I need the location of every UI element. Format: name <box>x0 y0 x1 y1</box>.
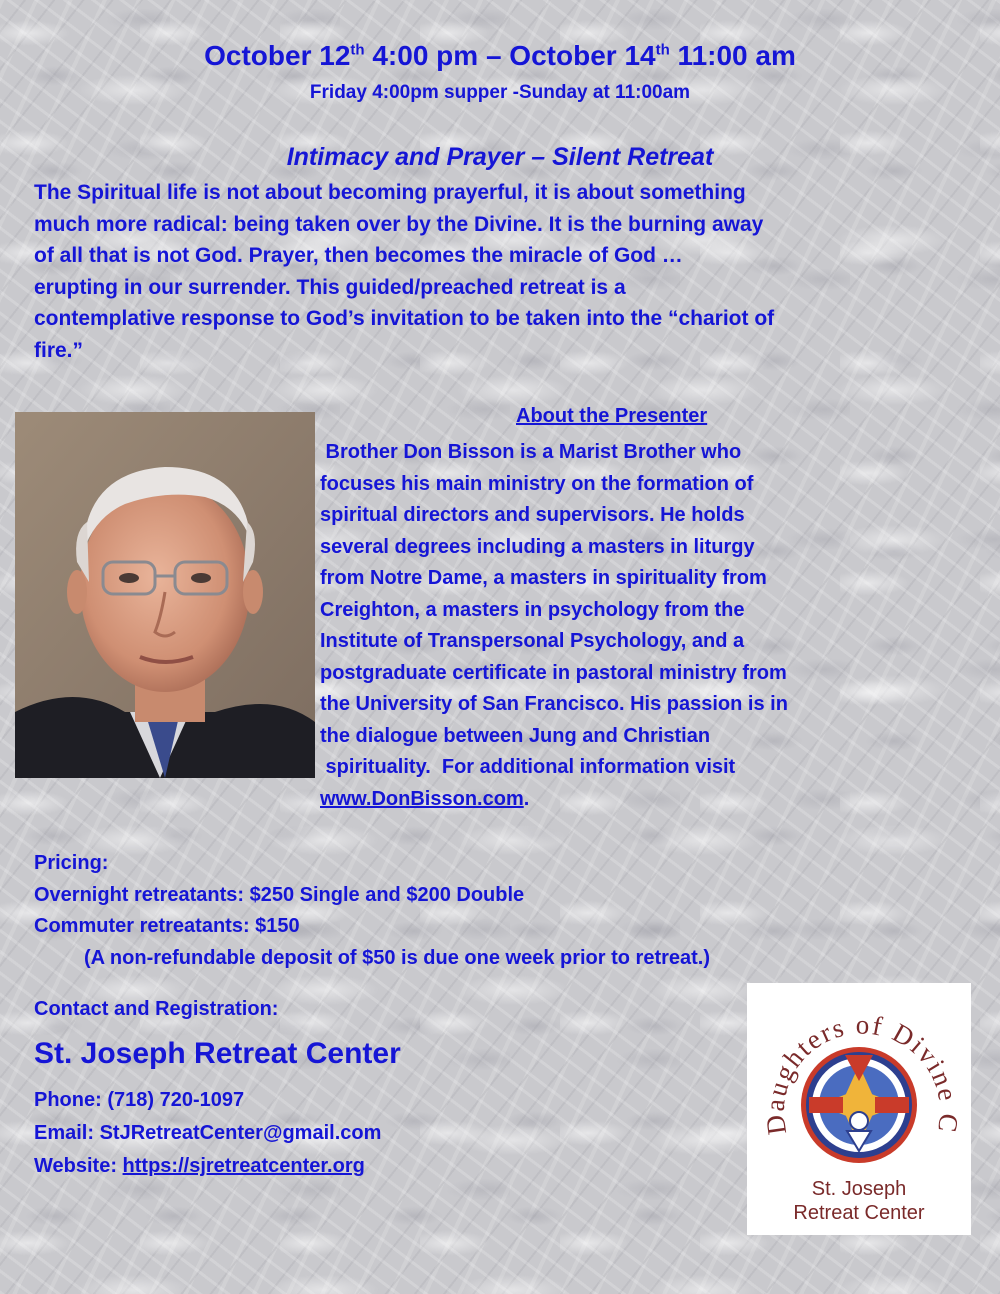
description-line: The Spiritual life is not about becoming prayerful, it is about something <box>34 181 746 204</box>
center-website-link[interactable]: https://sjretreatcenter.org <box>122 1155 365 1177</box>
bio-line: the dialogue between Jung and Christian <box>320 724 711 747</box>
website-line <box>34 1150 381 1183</box>
retreat-description <box>34 177 974 366</box>
overnight-price: Overnight retreatants: $250 Single and $200 Double <box>34 883 525 906</box>
logo-ring-text: Daughters of Divine C <box>759 1009 965 1137</box>
bio-line: spiritual directors and supervisors. He holds <box>320 504 745 526</box>
center-name: St. Joseph Retreat Center <box>34 1037 401 1070</box>
bio-line: spirituality. For additional information visit <box>320 756 736 778</box>
bio-line: from Notre Dame, a masters in spirituality from <box>320 567 767 589</box>
portrait-image <box>15 412 315 778</box>
event-dates <box>0 40 1000 72</box>
start-date-suffix: th <box>350 41 365 59</box>
commuter-price: Commuter retreatants: $150 <box>34 915 300 937</box>
description-line: fire.” <box>34 338 84 362</box>
deposit-note: (A non-refundable deposit of $50 is due one week prior to retreat.) <box>84 946 711 969</box>
logo-emblem-icon <box>747 983 971 1235</box>
contact-heading: Contact and Registration: <box>34 998 279 1020</box>
contact-details <box>34 1084 381 1183</box>
phone-number: Phone: (718) 720-1097 <box>34 1089 245 1111</box>
about-presenter-heading: About the Presenter <box>516 405 708 427</box>
bio-line: Creighton, a masters in psychology from the <box>320 598 745 621</box>
bio-line: Institute of Transpersonal Psychology, and a <box>320 630 745 652</box>
bio-line: focuses his main ministry on the formation of <box>320 472 754 495</box>
start-date: October 12 <box>204 40 351 71</box>
description-line: contemplative response to God’s invitation to be taken into the “chariot of <box>34 307 775 330</box>
description-line: erupting in our surrender. This guided/preached retreat is a <box>34 275 626 299</box>
pricing-section <box>34 848 710 974</box>
date-range-middle: 4:00 pm – October 14 <box>364 40 656 71</box>
bio-line: postgraduate certificate in pastoral ministry from <box>320 661 787 684</box>
bio-period: . <box>523 787 530 810</box>
bio-line: the University of San Francisco. His passion is in <box>320 693 788 715</box>
bio-website-line <box>320 784 980 816</box>
bio-line: several degrees including a masters in liturgy <box>320 535 755 558</box>
presenter-photo <box>15 412 315 778</box>
end-date-suffix: th <box>655 41 670 59</box>
presenter-bio <box>320 437 980 815</box>
bio-line: Brother Don Bisson is a Marist Brother who <box>320 441 742 463</box>
presenter-website-link[interactable]: www.DonBisson.com <box>320 787 524 810</box>
logo-line-1: St. Joseph <box>811 1178 907 1200</box>
description-line: of all that is not God. Prayer, then becomes the miracle of God … <box>34 244 683 267</box>
retreat-center-logo <box>747 983 971 1235</box>
logo-line-2: Retreat Center <box>793 1202 925 1224</box>
end-time: 11:00 am <box>669 40 796 71</box>
pricing-heading: Pricing: <box>34 852 109 874</box>
retreat-title: Intimacy and Prayer – Silent Retreat <box>286 143 714 171</box>
website-label: Website: <box>34 1155 123 1177</box>
event-schedule: Friday 4:00pm supper -Sunday at 11:00am <box>309 82 691 103</box>
description-line: much more radical: being taken over by the Divine. It is the burning away <box>34 212 764 236</box>
email-address: Email: StJRetreatCenter@gmail.com <box>34 1122 382 1144</box>
